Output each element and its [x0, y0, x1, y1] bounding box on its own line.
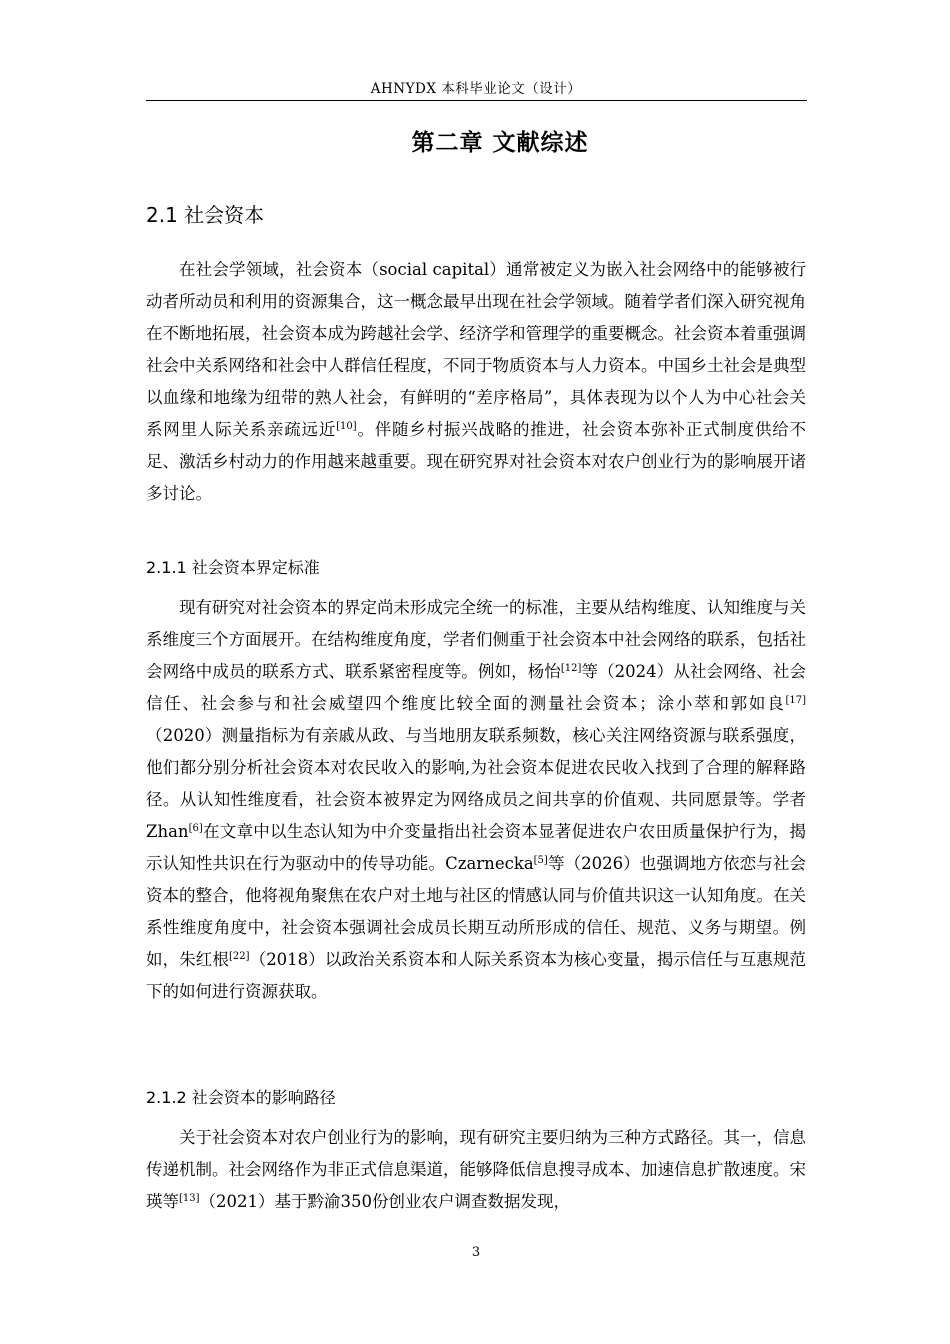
citation-marker: [5]: [533, 855, 548, 866]
section-heading-2-1: 2.1 社会资本: [146, 203, 265, 227]
citation-marker: [12]: [560, 663, 582, 674]
citation-marker: [13]: [179, 1193, 200, 1204]
paragraph-text: 等（2026）也强调地方依恋与社会资本的整合，他将视角聚焦在农户对土地与社区的情感认同与价值共识这一认知角度。在关系性维度角度中，社会资本强调社会成员长期互动所形成的信任、规范、义务与期望。例如，朱红根: [146, 854, 806, 969]
section-heading-2-1-1: 2.1.1 社会资本界定标准: [146, 558, 320, 577]
citation-marker: [22]: [228, 951, 250, 962]
header-divider: [146, 100, 807, 101]
running-header: AHNYDX 本科毕业论文（设计）: [370, 81, 582, 97]
page-number: 3: [471, 1245, 481, 1260]
paragraph-text: （2018）以政治关系资本和人际关系资本为核心变量，揭示信任与互惠规范下的如何进行资源获取。: [146, 950, 806, 1001]
paragraph-text: 。伴随乡村振兴战略的推进，社会资本弥补正式制度供给不足、激活乡村动力的作用越来越重要。现在研究界对社会资本对农户创业行为的影响展开诸多讨论。: [146, 420, 807, 503]
chapter-title: 第二章 文献综述: [411, 130, 589, 156]
citation-marker: [6]: [188, 823, 203, 834]
paragraph-text: 等（2024）从社会网络、社会信任、社会参与和社会威望四个维度比较全面的测量社会资本；涂小萃和郭如良: [146, 662, 806, 713]
citation-marker: [17]: [785, 695, 806, 706]
section-2-1-2-paragraph: [146, 1122, 806, 1218]
paragraph-text: （2021）基于黔渝350份创业农户调查数据发现，: [199, 1192, 571, 1211]
section-heading-2-1-2: 2.1.2 社会资本的影响路径: [146, 1088, 336, 1107]
paragraph-text: 在社会学领域，社会资本（social capital）通常被定义为嵌入社会网络中的能够被行动者所动员和利用的资源集合，这一概念最早出现在社会学领域。随着学者们深入研究视角在不断地拓展，社会资本成为跨越社会学、经济学和管理学的重要概念。社会资本着重强调社会中关系网络和社会中人群信任程度，不同于物质资本与人力资本。中国乡土社会是典型以血缘和地缘为纽带的熟人社会，有鲜明的“差序格局”，具体表现为以个人为中心社会关系网里人际关系亲疏远近: [146, 260, 806, 439]
paragraph-text: 现有研究对社会资本的界定尚未形成完全统一的标准，主要从结构维度、认知维度与关系维度三个方面展开。在结构维度角度，学者们侧重于社会资本中社会网络的联系，包括社会网络中成员的联系方式、联系紧密程度等。例如，杨怡: [146, 598, 806, 681]
citation-marker: [10]: [336, 421, 357, 432]
paragraph-text: 关于社会资本对农户创业行为的影响，现有研究主要归纳为三种方式路径。其一，信息传递机制。社会网络作为非正式信息渠道，能够降低信息搜寻成本、加速信息扩散速度。宋瑛等: [146, 1128, 806, 1211]
section-2-1-paragraph: [146, 254, 806, 510]
paragraph-text: 在文章中以生态认知为中介变量指出社会资本显著促进农户农田质量保护行为，揭示认知性共识在行为驱动中的传导功能。Czarnecka: [146, 822, 806, 873]
paragraph-text: （2020）测量指标为有亲戚从政、与当地朋友联系频数，核心关注网络资源与联系强度，他们都分别分析社会资本对农民收入的影响,为社会资本促进农民收入找到了合理的解释路径。从认知性维度看，社会资本被界定为网络成员之间共享的价值观、共同愿景等。学者Zhan: [146, 726, 806, 841]
section-2-1-1-paragraph: [146, 592, 806, 1008]
